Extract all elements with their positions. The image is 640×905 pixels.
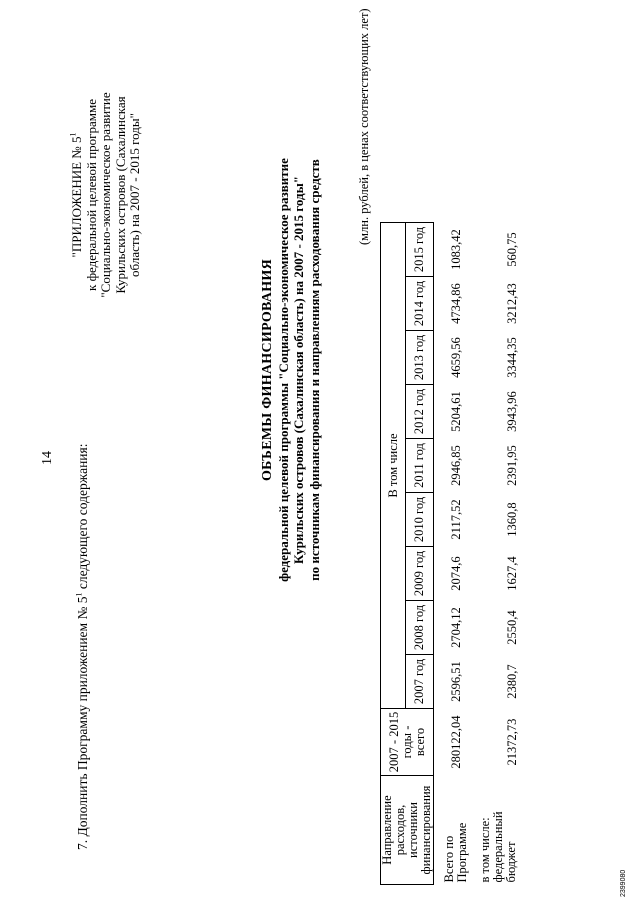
intro-paragraph xyxy=(75,444,91,851)
year-header: 2015 год xyxy=(406,223,434,277)
intro-text: 7. Дополнить Программу приложением № 5 xyxy=(75,596,90,850)
cell-value: 3344,35 xyxy=(504,337,519,378)
appendix-line-3: "Социально-экономическое развитие xyxy=(98,92,113,298)
document-title xyxy=(260,50,322,690)
cell-value: 3212,43 xyxy=(504,283,519,324)
year-header: 2012 год xyxy=(406,385,434,439)
cell-value: 560,75 xyxy=(504,232,519,267)
cell-value: 1083,42 xyxy=(448,229,463,270)
intro-sup: 1 xyxy=(74,592,84,597)
intro-tail: следующего содержания: xyxy=(75,443,90,593)
table-row xyxy=(469,223,492,885)
cell-value: 4659,56 xyxy=(448,337,463,378)
row-label: в том числе: xyxy=(478,817,492,883)
cell-value: 1627,4 xyxy=(504,556,519,591)
table-row xyxy=(492,223,532,885)
page-number: 14 xyxy=(40,451,55,465)
cell-value: 2596,51 xyxy=(448,661,463,702)
year-header: 2011 год xyxy=(406,439,434,493)
appendix-line-4: Курильских островов (Сахалинская xyxy=(112,96,128,294)
appendix-header xyxy=(70,45,143,345)
row-total-value: 21372,73 xyxy=(504,718,519,766)
table-row xyxy=(434,223,470,885)
financing-table xyxy=(380,222,532,885)
header-name: Направление расходов, источники финансирования xyxy=(381,776,434,885)
cell-value: 3943,96 xyxy=(504,391,519,432)
title-line-4: по источникам финансирования и направлениям расходования средств xyxy=(306,159,322,581)
cell-value: 2117,52 xyxy=(448,499,463,540)
appendix-line-2: к федеральной целевой программе xyxy=(83,99,99,291)
year-header: 2007 год xyxy=(406,655,434,709)
year-header: 2010 год xyxy=(406,493,434,547)
cell-value: 2391,95 xyxy=(504,445,519,486)
title-line-2: федеральной целевой программы "Социально-экономическое развитие xyxy=(275,158,291,582)
title-line-1: ОБЪЕМЫ ФИНАНСИРОВАНИЯ xyxy=(260,258,275,482)
appendix-line-1 xyxy=(70,45,85,345)
title-line-3: Курильских островов (Сахалинская область) на 2007 - 2015 годы" xyxy=(291,176,306,564)
appendix-title: "ПРИЛОЖЕНИЕ № 5 xyxy=(69,136,84,258)
cell-value: 1360,8 xyxy=(504,502,519,537)
row-total-value: 280122,04 xyxy=(448,715,463,769)
header-total: 2007 - 2015 годы - всего xyxy=(381,709,434,776)
appendix-sup: 1 xyxy=(68,132,78,137)
header-incl: В том числе xyxy=(381,223,406,709)
cell-value: 5204,61 xyxy=(448,391,463,432)
year-header: 2014 год xyxy=(406,277,434,331)
cell-value: 2550,4 xyxy=(504,610,519,645)
row-label: федеральный бюджет xyxy=(491,811,518,883)
cell-value: 2946,85 xyxy=(448,445,463,486)
units-note: (млн. рублей, в ценах соответствующих лет) xyxy=(357,8,371,245)
appendix-line-5: область) на 2007 - 2015 годы" xyxy=(127,113,142,277)
year-header: 2008 год xyxy=(406,601,434,655)
year-header: 2013 год xyxy=(406,331,434,385)
year-header: 2009 год xyxy=(406,547,434,601)
row-label: Всего по Программе xyxy=(442,822,469,883)
document-stamp: 2399080 xyxy=(620,869,627,897)
cell-value: 4734,86 xyxy=(448,283,463,324)
cell-value: 2074,6 xyxy=(448,556,463,591)
cell-value: 2380,7 xyxy=(504,664,519,699)
cell-value: 2704,12 xyxy=(448,607,463,648)
